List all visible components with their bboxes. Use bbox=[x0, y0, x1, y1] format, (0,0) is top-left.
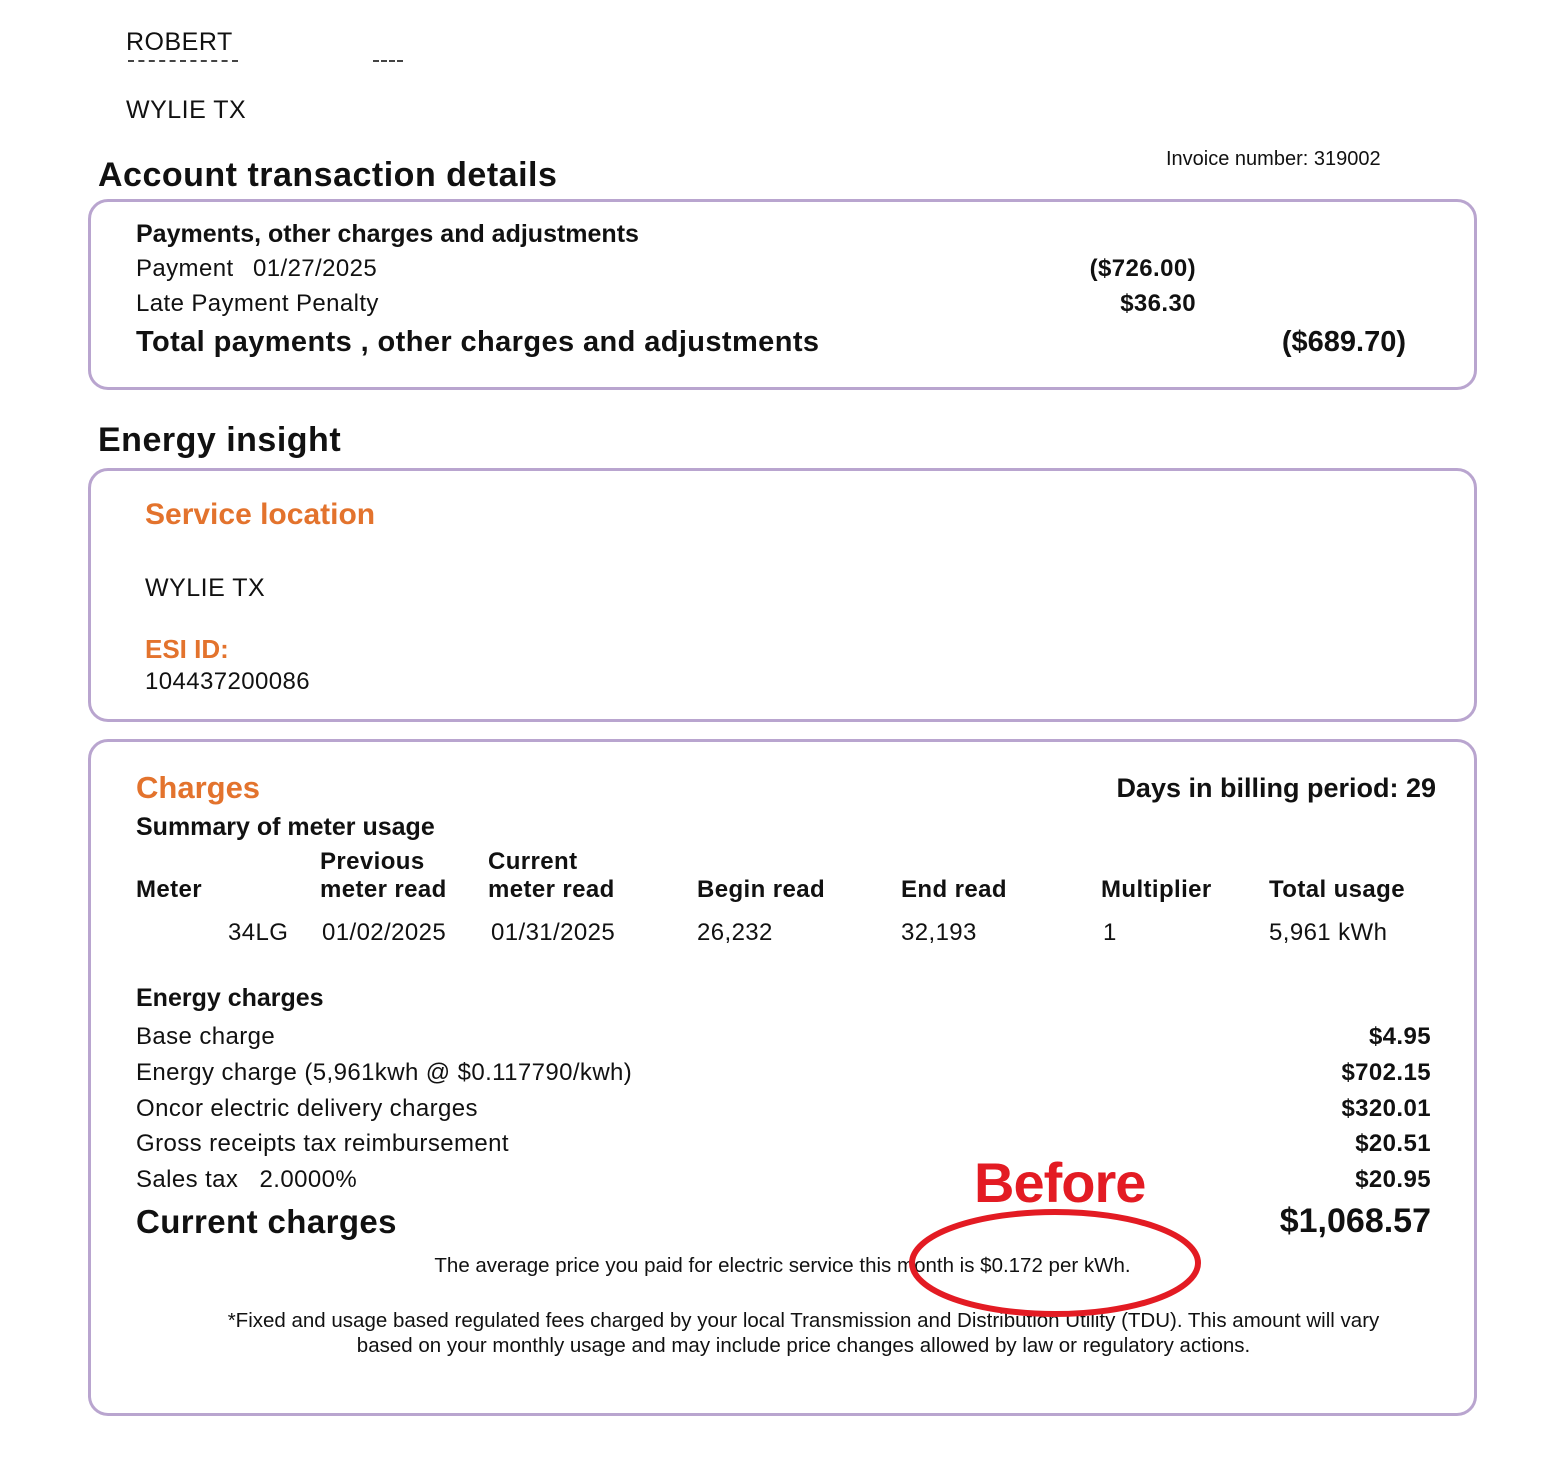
service-location-value: WYLIE TX bbox=[145, 574, 266, 602]
total-payments-amount: ($689.70) bbox=[1281, 326, 1406, 358]
charges-box bbox=[88, 739, 1477, 1416]
previous-read-date: 01/02/2025 bbox=[322, 919, 447, 946]
current-charges-amount: $1,068.57 bbox=[1279, 1202, 1431, 1240]
delivery-charges-label: Oncor electric delivery charges bbox=[136, 1095, 478, 1122]
current-read-header-line1: Current bbox=[488, 848, 578, 875]
charges-title: Charges bbox=[136, 770, 261, 805]
sales-tax-amount: $20.95 bbox=[1355, 1166, 1431, 1193]
before-annotation-label: Before bbox=[974, 1151, 1146, 1214]
total-payments-label: Total payments , other charges and adjustments bbox=[136, 326, 820, 358]
begin-read-header: Begin read bbox=[697, 876, 826, 903]
end-read-value: 32,193 bbox=[901, 919, 977, 946]
meter-id: 34LG bbox=[228, 919, 289, 946]
gross-receipts-amount: $20.51 bbox=[1355, 1130, 1431, 1157]
payment-amount: ($726.00) bbox=[1089, 255, 1196, 282]
meter-header: Meter bbox=[136, 876, 203, 903]
redacted-address-line bbox=[128, 60, 428, 74]
invoice-number: Invoice number: 319002 bbox=[1166, 148, 1381, 170]
average-price-note: The average price you paid for electric service this month is $0.172 per kWh. bbox=[434, 1254, 1131, 1277]
service-location-label: Service location bbox=[145, 498, 376, 531]
previous-read-header-line1: Previous bbox=[320, 848, 425, 875]
payment-label: Payment bbox=[136, 255, 234, 282]
account-transactions-box bbox=[88, 199, 1477, 390]
esi-id-label: ESI ID: bbox=[145, 634, 229, 664]
late-fee-amount: $36.30 bbox=[1120, 290, 1196, 317]
end-read-header: End read bbox=[901, 876, 1007, 903]
base-charge-label: Base charge bbox=[136, 1023, 276, 1050]
gross-receipts-label: Gross receipts tax reimbursement bbox=[136, 1130, 509, 1157]
footnote-line-2: based on your monthly usage and may include price changes allowed by law or regulatory actions. bbox=[356, 1334, 1251, 1357]
base-charge-amount: $4.95 bbox=[1368, 1023, 1431, 1050]
total-usage-header: Total usage bbox=[1269, 876, 1405, 903]
payments-box-title: Payments, other charges and adjustments bbox=[136, 220, 639, 248]
current-read-date: 01/31/2025 bbox=[491, 919, 616, 946]
summary-meter-usage-title: Summary of meter usage bbox=[136, 813, 435, 841]
delivery-charges-amount: $320.01 bbox=[1341, 1095, 1431, 1122]
late-fee-label: Late Payment Penalty bbox=[136, 290, 379, 317]
begin-read-value: 26,232 bbox=[697, 919, 773, 946]
account-section-title: Account transaction details bbox=[98, 156, 558, 194]
current-charges-label: Current charges bbox=[136, 1203, 397, 1240]
days-in-billing-period: Days in billing period: 29 bbox=[1116, 773, 1436, 803]
service-location-box bbox=[88, 468, 1477, 722]
energy-charge-label: Energy charge (5,961kwh @ $0.117790/kwh) bbox=[136, 1059, 633, 1086]
previous-read-header-line2: meter read bbox=[320, 876, 447, 903]
energy-insight-title: Energy insight bbox=[98, 421, 342, 459]
total-usage-value: 5,961 kWh bbox=[1269, 919, 1388, 946]
sales-tax-label: Sales tax 2.0000% bbox=[136, 1166, 358, 1193]
multiplier-value: 1 bbox=[1103, 919, 1117, 946]
footnote-line-1: *Fixed and usage based regulated fees charged by your local Transmission and Distribution Utility (TDU). This amount will vary bbox=[227, 1309, 1380, 1332]
customer-city-state: WYLIE TX bbox=[126, 96, 247, 124]
current-read-header-line2: meter read bbox=[488, 876, 615, 903]
customer-name: ROBERT bbox=[126, 28, 233, 56]
multiplier-header: Multiplier bbox=[1101, 876, 1212, 903]
annotation-circle bbox=[905, 1205, 1205, 1321]
esi-id-value: 104437200086 bbox=[145, 668, 310, 695]
payment-date: 01/27/2025 bbox=[253, 255, 378, 282]
energy-charge-amount: $702.15 bbox=[1341, 1059, 1431, 1086]
energy-charges-title: Energy charges bbox=[136, 984, 324, 1012]
